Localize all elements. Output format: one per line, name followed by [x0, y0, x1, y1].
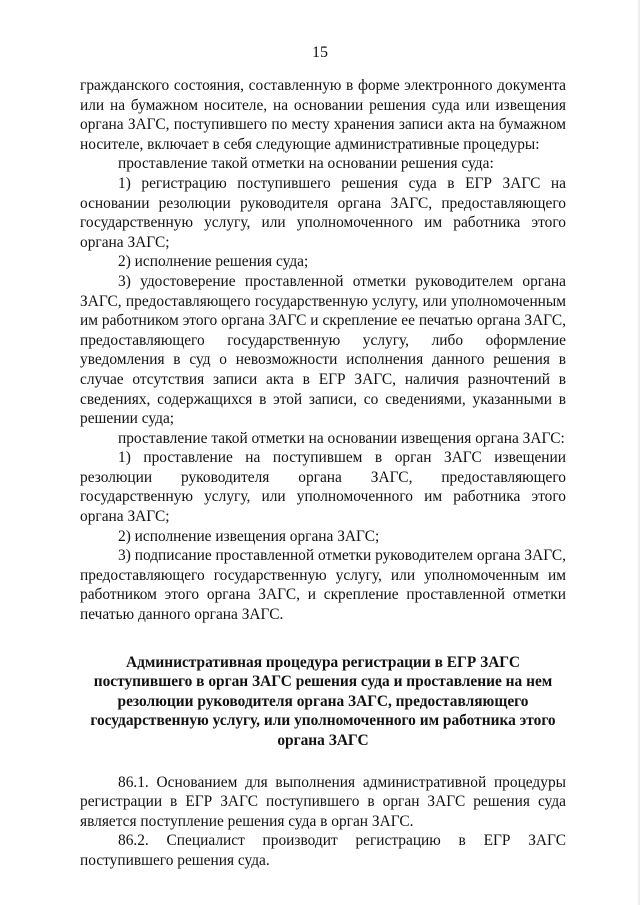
list-item: 1) регистрацию поступившего решения суда в ЕГР ЗАГС на основании резолюции руководителя органа ЗАГС, предоставляющего государственную услугу, или уполномоченного им работника этого органа ЗАГС; [80, 174, 566, 251]
paragraph: 86.1. Основанием для выполнения административной процедуры регистрации в ЕГР ЗАГС поступившего в орган ЗАГС решения суда является поступление решения суда в орган ЗАГС. [80, 773, 566, 830]
list-item: 3) подписание проставленной отметки руководителем органа ЗАГС, предоставляющего государственную услугу, или уполномоченным им работником этого органа ЗАГС, и скрепление проставленной отметки печатью данного органа ЗАГС. [80, 547, 566, 624]
document-body [80, 76, 566, 871]
page-number: 15 [312, 44, 328, 61]
list-item: 2) исполнение извещения органа ЗАГС; [118, 527, 380, 545]
list-item: 3) удостоверение проставленной отметки руководителем органа ЗАГС, предоставляющего государственную услугу, или уполномоченным им работником этого органа ЗАГС и скрепление ее печатью органа ЗАГС, предоставляющего государственную услугу, либо оформление уведомления в суд о невозможности исполнения данного решения в случае отсутствия записи акта в ЕГР ЗАГС, наличия разночтений в сведениях, содержащихся в этой записи, со сведениями, указанными в решении суда; [80, 272, 566, 428]
list-item: 2) исполнение решения суда; [118, 253, 309, 271]
paragraph: гражданского состояния, составленную в форме электронного документа или на бумажном носителе, на основании решения суда или извещения органа ЗАГС, поступившего по месту хранения записи акта на бумажном носителе, включает в себя следующие административные процедуры: [80, 77, 566, 153]
paragraph: 86.2. Специалист производит регистрацию в ЕГР ЗАГС поступившего решения суда. [80, 832, 566, 869]
paragraph: проставление такой отметки на основании решения суда: [118, 155, 494, 173]
list-item: 1) проставление на поступившем в орган ЗАГС извещении резолюции руководителя органа ЗАГС, предоставляющего государственную услугу, или уполномоченного им работника этого органа ЗАГС; [80, 449, 566, 526]
section-heading: Административная процедура регистрации в ЕГР ЗАГС поступившего в орган ЗАГС решения суда и проставление на нем резолюции руководителя органа ЗАГС, предоставляющего государственную услугу, или уполномоченного им работника этого органа ЗАГС [90, 653, 556, 749]
paragraph: проставление такой отметки на основании извещения органа ЗАГС: [118, 429, 565, 447]
spacer [80, 751, 566, 773]
